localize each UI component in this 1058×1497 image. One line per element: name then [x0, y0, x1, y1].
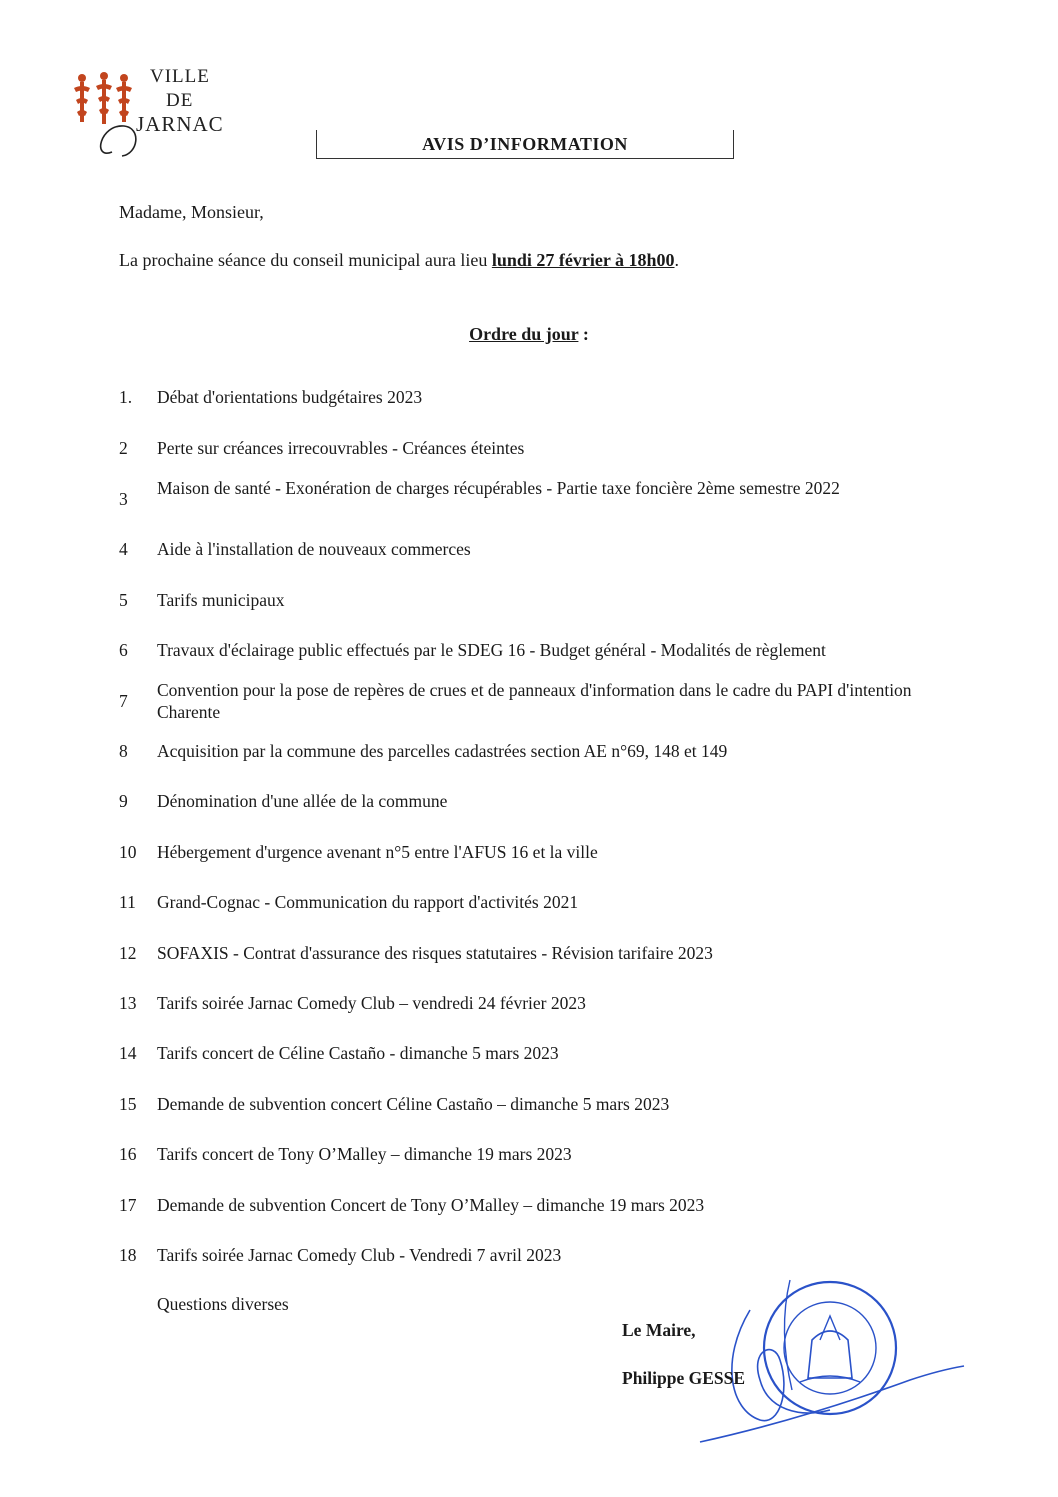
intro-text: La prochaine séance du conseil municipal aura lieu: [119, 250, 492, 270]
item-text: Tarifs municipaux: [157, 590, 285, 610]
item-text: Tarifs soirée Jarnac Comedy Club – vendredi 24 février 2023: [157, 993, 586, 1013]
item-text: Tarifs soirée Jarnac Comedy Club - Vendredi 7 avril 2023: [157, 1245, 562, 1265]
item-text: Tarifs concert de Céline Castaño - dimanche 5 mars 2023: [157, 1043, 559, 1063]
item-number: 15: [119, 1094, 137, 1114]
item-number: 7: [119, 691, 128, 711]
item-text: SOFAXIS - Contrat d'assurance des risques statutaires - Révision tarifaire 2023: [157, 943, 713, 963]
agenda-title-suffix: :: [578, 324, 589, 344]
list-item: [119, 679, 919, 723]
page-title: AVIS D’INFORMATION: [316, 130, 734, 159]
logo-line-jarnac: JARNAC: [136, 112, 224, 136]
item-text: Perte sur créances irrecouvrables - Créances éteintes: [157, 438, 525, 458]
item-text: Grand-Cognac - Communication du rapport d'activités 2021: [157, 892, 579, 912]
intro-paragraph: [119, 250, 679, 271]
intro-end: .: [674, 250, 680, 270]
item-number: 3: [119, 489, 128, 509]
item-number: 18: [119, 1245, 137, 1265]
item-number: 10: [119, 842, 137, 862]
item-text: Hébergement d'urgence avenant n°5 entre l'AFUS 16 et la ville: [157, 842, 598, 862]
signature-role: Le Maire,: [622, 1320, 696, 1340]
item-text: Aide à l'installation de nouveaux commerces: [157, 539, 471, 559]
agenda-title-text: Ordre du jour: [469, 324, 579, 344]
signature-name: Philippe GESSE: [622, 1368, 746, 1388]
item-number: 4: [119, 539, 128, 559]
mairie-stamp: [680, 1270, 980, 1450]
meeting-date: lundi 27 février à 18h00: [491, 250, 675, 270]
agenda-title: [0, 324, 1058, 345]
item-text: Travaux d'éclairage public effectués par le SDEG 16 - Budget général - Modalités de règlement: [157, 640, 826, 660]
item-number: 14: [119, 1043, 137, 1063]
item-text: Tarifs concert de Tony O’Malley – dimanche 19 mars 2023: [157, 1144, 572, 1164]
questions-diverses: Questions diverses: [157, 1294, 289, 1314]
item-text: Demande de subvention Concert de Tony O’Malley – dimanche 19 mars 2023: [157, 1195, 705, 1215]
item-number: 1.: [119, 387, 133, 407]
item-number: 17: [119, 1195, 137, 1215]
logo-line-de: DE: [166, 90, 194, 111]
logo-line-ville: VILLE: [150, 66, 210, 87]
item-number: 2: [119, 438, 128, 458]
item-number: 5: [119, 590, 128, 610]
list-item: [119, 477, 919, 521]
item-number: 6: [119, 640, 128, 660]
item-text: Maison de santé - Exonération de charges récupérables - Partie taxe foncière 2ème semestre 2022: [157, 478, 840, 498]
item-number: 13: [119, 993, 137, 1013]
item-text: Acquisition par la commune des parcelles cadastrées section AE n°69, 148 et 149: [157, 741, 728, 761]
item-text: Débat d'orientations budgétaires 2023: [157, 387, 423, 407]
item-text: Demande de subvention concert Céline Castaño – dimanche 5 mars 2023: [157, 1094, 670, 1114]
item-number: 9: [119, 791, 128, 811]
item-number: 8: [119, 741, 128, 761]
item-number: 11: [119, 892, 136, 912]
item-number: 12: [119, 943, 137, 963]
greeting: Madame, Monsieur,: [119, 202, 264, 222]
item-text: Dénomination d'une allée de la commune: [157, 791, 448, 811]
item-number: 16: [119, 1144, 137, 1164]
item-text: Convention pour la pose de repères de crues et de panneaux d'information dans le cadre du PAPI d'intention Charente: [157, 680, 912, 722]
